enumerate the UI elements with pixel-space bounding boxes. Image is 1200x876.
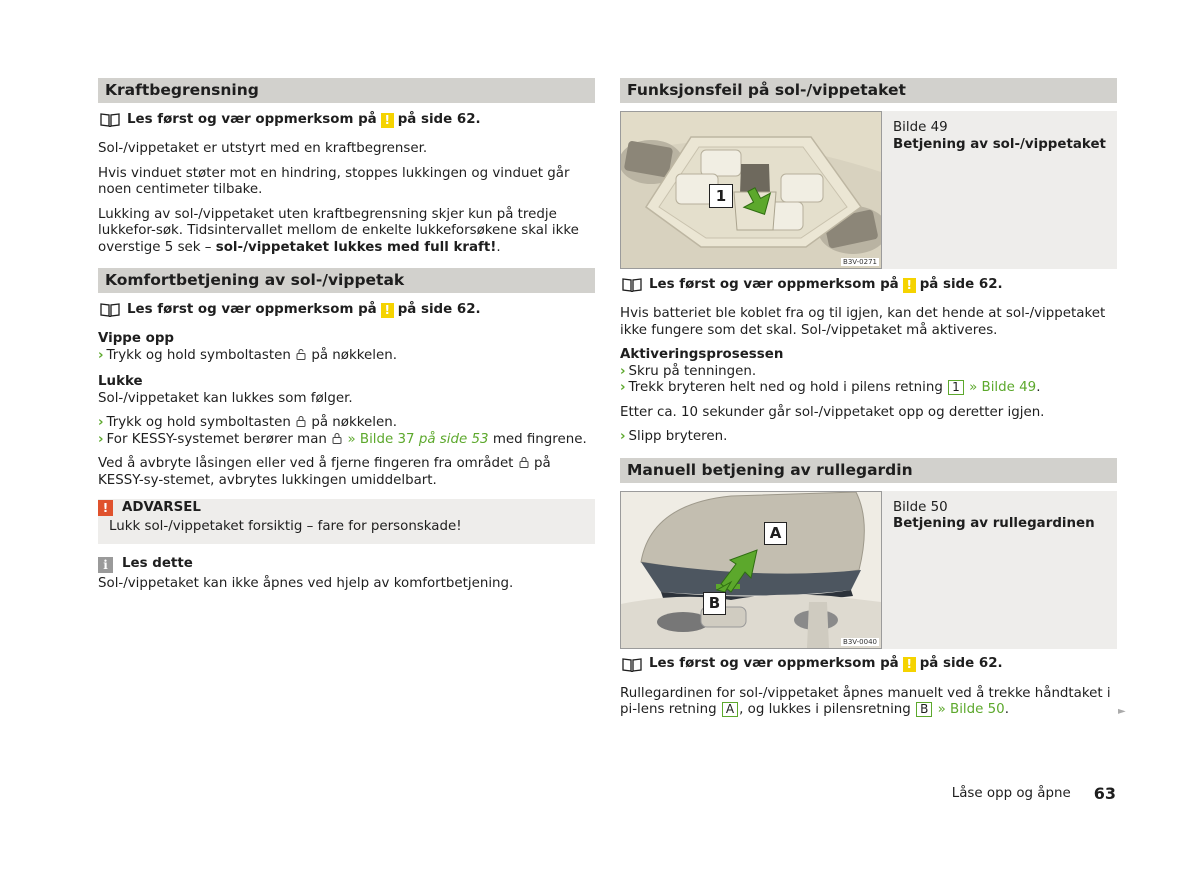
paragraph-text: , og lukkes i pilensretning (739, 702, 911, 717)
bullet-item (620, 364, 1117, 381)
subheading-vippe-opp: Vippe opp (98, 331, 175, 346)
chevron-right-icon: › (98, 347, 104, 363)
bullet-text: med fingrene. (492, 431, 587, 447)
book-icon (100, 113, 120, 127)
read-first-text: Les først og vær oppmerksom på (649, 276, 899, 292)
paragraph-text: Rullegardinen for sol-/vippetaket åpnes manuelt ved å trekke håndtaket i pi-lens retning (620, 685, 1111, 717)
figure-marker-ref: B (916, 702, 932, 717)
paragraph: Hvis vinduet støter mot en hindring, stoppes lukkingen og vinduet går noen centimeter tilbake. (98, 165, 570, 197)
read-first-note (620, 276, 1117, 294)
bullet-item (620, 380, 1117, 397)
figure-link[interactable]: » Bilde 49 (969, 380, 1037, 395)
unlock-icon (296, 348, 306, 360)
paragraph-text: . (1004, 702, 1009, 717)
read-first-note (98, 111, 595, 129)
chevron-right-icon: › (620, 429, 626, 444)
paragraph (98, 456, 595, 489)
figure-label: Bilde 49 (893, 120, 948, 135)
warning-text: Lukk sol-/vippetaket forsiktig – fare for personskade! (109, 519, 462, 534)
lock-icon (296, 415, 306, 427)
warning-box (98, 499, 595, 544)
read-first-text: Les først og vær oppmerksom på (127, 111, 377, 127)
read-first-text: Les først og vær oppmerksom på (649, 656, 899, 672)
read-first-page: på side 62. (397, 111, 481, 127)
figure-caption-text: Betjening av rullegardinen (893, 516, 1095, 531)
roof-switch-illustration (621, 112, 881, 268)
bullet-text: på nøkkelen. (311, 347, 397, 363)
lock-icon (332, 432, 342, 444)
bullet-item (98, 432, 595, 449)
read-first-page: på side 62. (919, 276, 1003, 292)
read-first-page: på side 62. (919, 656, 1003, 672)
note-title: Les dette (122, 556, 193, 572)
figure-50 (620, 491, 1117, 649)
left-column (98, 78, 595, 600)
figure-49 (620, 111, 1117, 269)
subheading-aktivering: Aktiveringsprosessen (620, 347, 784, 362)
paragraph: Hvis batteriet ble koblet fra og til igjen, kan det hende at sol-/vippetaket ikke fungere som det skal. Sol-/vippetaket må aktiveres. (620, 306, 1106, 338)
figure-image-sunblind (620, 491, 882, 649)
figure-marker-a: A (764, 522, 787, 545)
page-link[interactable]: på side 53 (418, 431, 489, 447)
figure-code: B3V-0040 (843, 637, 877, 646)
paragraph-text: . (496, 239, 501, 255)
subheading-lukke: Lukke (98, 374, 143, 389)
paragraph-text: på KESSY-sy-stemet, avbrytes lukkingen umiddelbart. (98, 456, 551, 488)
figure-code: B3V-0271 (843, 258, 877, 266)
figure-marker-ref: A (722, 702, 738, 717)
section-heading-kraftbegrensning: Kraftbegrensning (98, 78, 595, 103)
bullet-text: For KESSY-systemet berører man (106, 431, 327, 447)
chevron-right-icon: › (620, 363, 626, 379)
bullet-text: på nøkkelen. (311, 415, 397, 430)
section-heading-komfortbetjening: Komfortbetjening av sol-/vippetak (98, 268, 595, 293)
right-column (620, 78, 1117, 727)
figure-label: Bilde 50 (893, 499, 948, 515)
paragraph-emphasis: sol-/vippetaket lukkes med full kraft! (215, 239, 497, 255)
page-footer (952, 786, 1116, 803)
paragraph: Sol-/vippetaket kan lukkes som følger. (98, 390, 353, 406)
paragraph (620, 686, 1117, 719)
bullet-text: Skru på tenningen. (628, 363, 757, 379)
paragraph (98, 207, 595, 257)
figure-marker-b: B (703, 592, 726, 615)
bullet-item (620, 429, 1117, 446)
paragraph-text: Lukking av sol-/vippetaket uten kraftbegrensning skjer kun på tredje lukkefor-søk. Tidsintervallet mellom de enkelte lukkeforsøkene skal ikke overstige 5 sek – (98, 206, 579, 255)
book-icon (622, 658, 642, 672)
read-first-text: Les først og vær oppmerksom på (127, 301, 377, 317)
book-icon (100, 303, 120, 317)
paragraph-text: Ved å avbryte låsingen eller ved å fjerne fingeren fra området (98, 456, 514, 471)
read-first-note (98, 301, 595, 319)
figure-image-switch (620, 111, 882, 269)
read-first-note (620, 656, 1117, 674)
bullet-item (98, 348, 595, 365)
lock-icon (519, 456, 529, 468)
figure-marker-1: 1 (709, 184, 733, 208)
bullet-text: Slipp bryteren. (628, 429, 728, 444)
figure-caption (882, 491, 1095, 649)
footer-chapter-title: Låse opp og åpne (951, 786, 1071, 801)
info-icon: i (98, 557, 113, 573)
warning-icon: ! (903, 278, 916, 293)
note-text: Sol-/vippetaket kan ikke åpnes ved hjelp av komfortbetjening. (98, 575, 514, 591)
page-number: 63 (1093, 784, 1116, 803)
continue-arrow-icon: ► (1118, 706, 1126, 717)
warning-icon: ! (381, 303, 394, 318)
paragraph: Etter ca. 10 sekunder går sol-/vippetaket opp og deretter igjen. (620, 404, 1045, 420)
bullet-text: Trekk bryteren helt ned og hold i pilens retning (628, 380, 943, 395)
sunblind-illustration (621, 492, 881, 648)
note-header (98, 556, 595, 574)
section-heading-rullegardin: Manuell betjening av rullegardin (620, 458, 1117, 483)
chevron-right-icon: › (98, 415, 104, 430)
warning-header (98, 499, 595, 517)
warning-icon: ! (381, 113, 394, 128)
figure-marker-ref: 1 (948, 380, 964, 395)
bullet-text: Trykk og hold symboltasten (106, 415, 291, 430)
paragraph: Sol-/vippetaket er utstyrt med en kraftbegrenser. (98, 141, 428, 156)
chevron-right-icon: › (620, 380, 626, 395)
bullet-text: . (1036, 380, 1041, 395)
bullet-item (98, 415, 595, 432)
book-icon (622, 278, 642, 292)
figure-caption (882, 111, 1106, 269)
read-first-page: på side 62. (397, 301, 481, 317)
figure-caption-text: Betjening av sol-/vippetaket (893, 136, 1106, 152)
warning-title: ADVARSEL (122, 499, 201, 515)
warning-icon: ! (903, 657, 916, 672)
figure-link[interactable]: » Bilde 37 (347, 431, 415, 447)
figure-link[interactable]: » Bilde 50 (937, 702, 1005, 717)
bullet-text: Trykk og hold symboltasten (106, 347, 291, 363)
section-heading-funksjonsfeil: Funksjonsfeil på sol-/vippetaket (620, 78, 1117, 103)
warning-icon: ! (98, 500, 113, 516)
chevron-right-icon: › (98, 431, 104, 447)
